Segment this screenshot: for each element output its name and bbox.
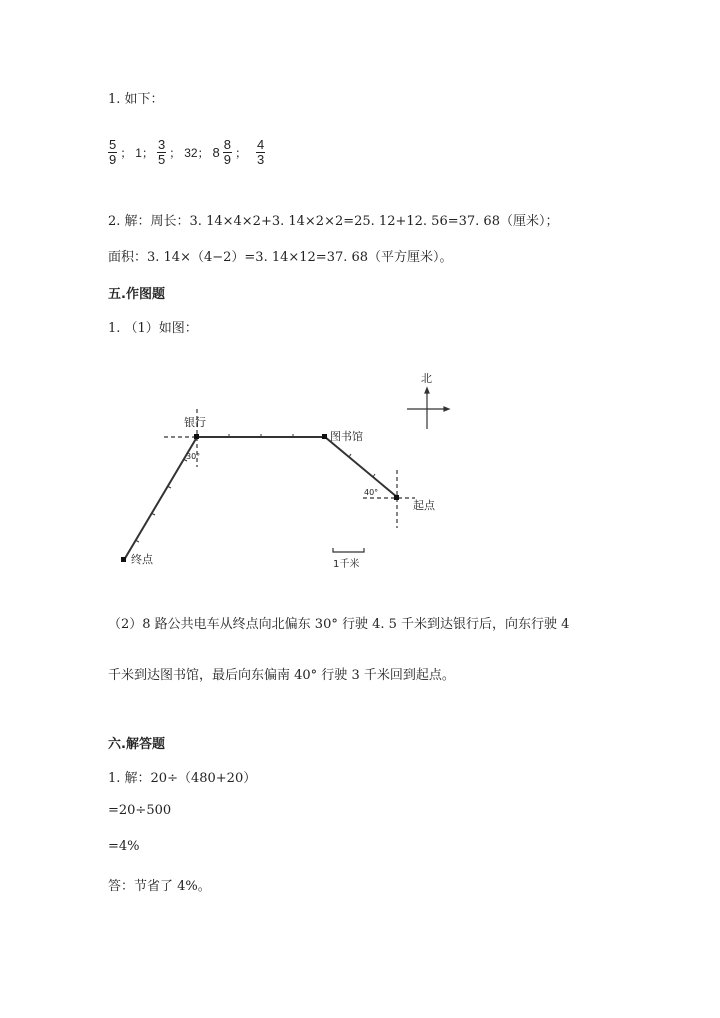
answer-value: 1；: [135, 146, 154, 160]
separator: ；: [235, 146, 248, 160]
scale-label: 1千米: [333, 559, 360, 570]
library-label: 图书馆: [330, 430, 363, 443]
scale-bar: [333, 548, 364, 552]
s6-line: 1. 解：20÷（480+20）: [108, 771, 257, 786]
denominator: 9: [109, 152, 117, 167]
s6-answer: 答：节省了 4%。: [108, 879, 211, 894]
route-points: [121, 434, 399, 562]
mixed-whole: 8: [212, 145, 220, 160]
start-label: 起点: [413, 499, 435, 512]
answer-value: 32；: [184, 146, 210, 160]
s5-q1: 1. （1）如图：: [108, 321, 198, 336]
section-5-heading: 五.作图题: [108, 287, 165, 302]
numerator: 5: [109, 137, 117, 152]
north-label: 北: [421, 372, 432, 385]
bank-label: 银行: [184, 416, 206, 429]
km-ticks: [135, 434, 375, 542]
angle-30-label: 30°: [186, 452, 201, 461]
separator: ；: [120, 146, 133, 160]
s5-q2-line2: 千米到达图书馆，最后向东偏南 40° 行驶 3 千米回到起点。: [108, 668, 455, 683]
angle-40-label: 40°: [364, 488, 379, 497]
section-6-heading: 六.解答题: [108, 737, 165, 752]
q1-title: 1. 如下：: [108, 92, 164, 107]
route-lines: [124, 437, 397, 560]
denominator: 3: [257, 152, 265, 167]
q2-line2: 面积：3. 14×（4−2）=3. 14×12=37. 68（平方厘米）。: [108, 250, 453, 265]
numerator: 4: [257, 137, 265, 152]
denominator: 9: [223, 152, 232, 167]
s5-q2-line1: （2）8 路公共电车从终点向北偏东 30° 行驶 4. 5 千米到达银行后，向东行驶 4: [108, 617, 570, 632]
s6-line: =20÷500: [108, 803, 172, 818]
numerator: 8: [223, 137, 232, 152]
denominator: 5: [157, 152, 166, 167]
numerator: 3: [157, 137, 166, 152]
end-label: 终点: [131, 553, 153, 566]
q2-line1: 2. 解：周长：3. 14×4×2+3. 14×2×2=25. 12+12. 56=37. 68（厘米）；: [108, 214, 559, 229]
separator: ；: [169, 146, 182, 160]
compass: [407, 388, 449, 429]
s6-line: =4%: [108, 839, 140, 854]
